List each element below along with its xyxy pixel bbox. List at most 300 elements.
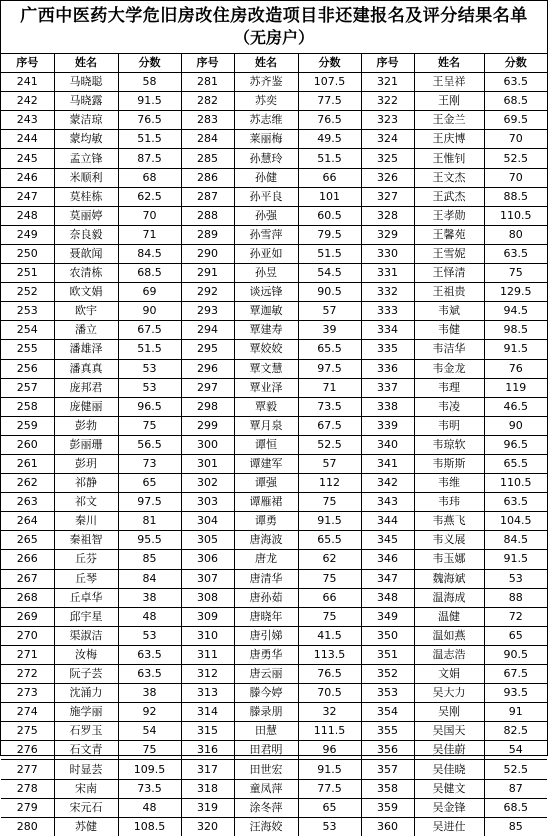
seq-cell: 289 xyxy=(181,225,234,244)
score-cell: 51.5 xyxy=(298,149,361,168)
name-cell: 王呈祥 xyxy=(414,73,484,92)
seq-cell: 322 xyxy=(361,92,414,111)
seq-cell: 256 xyxy=(1,359,54,378)
seq-cell: 356 xyxy=(361,741,414,760)
seq-cell: 287 xyxy=(181,187,234,206)
seq-cell: 292 xyxy=(181,283,234,302)
name-cell: 韦斯斯 xyxy=(414,454,484,473)
table-row xyxy=(1,111,547,130)
header-score: 分数 xyxy=(118,54,181,73)
score-cell: 88 xyxy=(484,588,547,607)
seq-cell: 251 xyxy=(1,264,54,283)
table-row xyxy=(1,397,547,416)
name-cell: 时显芸 xyxy=(54,760,118,779)
score-cell: 93.5 xyxy=(484,684,547,703)
seq-cell: 285 xyxy=(181,149,234,168)
seq-cell: 305 xyxy=(181,531,234,550)
score-cell: 75 xyxy=(298,607,361,626)
score-cell: 70 xyxy=(484,130,547,149)
seq-cell: 282 xyxy=(181,92,234,111)
name-cell: 韦凌 xyxy=(414,397,484,416)
name-cell: 潘真真 xyxy=(54,359,118,378)
seq-cell: 338 xyxy=(361,397,414,416)
table-row xyxy=(1,378,547,397)
score-cell: 110.5 xyxy=(484,206,547,225)
score-cell: 92 xyxy=(118,703,181,722)
table-row xyxy=(1,340,547,359)
seq-cell: 255 xyxy=(1,340,54,359)
score-cell: 54 xyxy=(118,722,181,741)
seq-cell: 349 xyxy=(361,607,414,626)
seq-cell: 283 xyxy=(181,111,234,130)
table-row xyxy=(1,817,547,836)
seq-cell: 243 xyxy=(1,111,54,130)
table-row xyxy=(1,665,547,684)
name-cell: 苏志维 xyxy=(234,111,298,130)
score-cell: 38 xyxy=(118,684,181,703)
seq-cell: 291 xyxy=(181,264,234,283)
seq-cell: 246 xyxy=(1,168,54,187)
table-row xyxy=(1,626,547,645)
score-cell: 63.5 xyxy=(484,244,547,263)
name-cell: 潘雄泽 xyxy=(54,340,118,359)
name-cell: 孟立锋 xyxy=(54,149,118,168)
score-cell: 54 xyxy=(484,741,547,760)
score-cell: 96 xyxy=(298,741,361,760)
seq-cell: 360 xyxy=(361,817,414,836)
name-cell: 莫丽婷 xyxy=(54,206,118,225)
name-cell: 彭丽珊 xyxy=(54,435,118,454)
seq-cell: 273 xyxy=(1,684,54,703)
score-cell: 75 xyxy=(118,416,181,435)
table-row xyxy=(1,92,547,111)
name-cell: 施学丽 xyxy=(54,703,118,722)
seq-cell: 316 xyxy=(181,741,234,760)
score-cell: 70.5 xyxy=(298,684,361,703)
table-row xyxy=(1,760,547,779)
score-cell: 111.5 xyxy=(298,722,361,741)
name-cell: 孙强 xyxy=(234,206,298,225)
score-cell: 84.5 xyxy=(118,244,181,263)
score-cell: 90 xyxy=(118,302,181,321)
seq-cell: 294 xyxy=(181,321,234,340)
table-row xyxy=(1,779,547,798)
score-cell: 68.5 xyxy=(484,798,547,817)
name-cell: 汝梅 xyxy=(54,645,118,664)
name-cell: 宋南 xyxy=(54,779,118,798)
score-cell: 68.5 xyxy=(118,264,181,283)
score-cell: 65.5 xyxy=(484,454,547,473)
name-cell: 韦健 xyxy=(414,321,484,340)
score-cell: 58 xyxy=(118,73,181,92)
seq-cell: 326 xyxy=(361,168,414,187)
score-cell: 119 xyxy=(484,378,547,397)
name-cell: 马晓聪 xyxy=(54,73,118,92)
name-cell: 王武杰 xyxy=(414,187,484,206)
table-row xyxy=(1,569,547,588)
score-cell: 73 xyxy=(118,454,181,473)
name-cell: 文娟 xyxy=(414,665,484,684)
score-cell: 53 xyxy=(118,626,181,645)
seq-cell: 317 xyxy=(181,760,234,779)
name-cell: 吴佳晓 xyxy=(414,760,484,779)
name-cell: 潘立 xyxy=(54,321,118,340)
score-cell: 63.5 xyxy=(118,665,181,684)
table-row xyxy=(1,645,547,664)
seq-cell: 271 xyxy=(1,645,54,664)
score-cell: 60.5 xyxy=(298,206,361,225)
name-cell: 苏健 xyxy=(54,817,118,836)
name-cell: 欧文娟 xyxy=(54,283,118,302)
score-cell: 91.5 xyxy=(298,512,361,531)
seq-cell: 293 xyxy=(181,302,234,321)
table-row xyxy=(1,741,547,760)
score-cell: 63.5 xyxy=(118,645,181,664)
name-cell: 谭雁裙 xyxy=(234,493,298,512)
page-subtitle: （无房户） xyxy=(233,28,314,47)
seq-cell: 344 xyxy=(361,512,414,531)
name-cell: 苏齐鉴 xyxy=(234,73,298,92)
score-cell: 82.5 xyxy=(484,722,547,741)
score-cell: 104.5 xyxy=(484,512,547,531)
header-name: 姓名 xyxy=(234,54,298,73)
score-cell: 107.5 xyxy=(298,73,361,92)
page-title: 广西中医药大学危旧房改住房改造项目非还建报名及评分结果名单 xyxy=(20,6,528,26)
seq-cell: 260 xyxy=(1,435,54,454)
seq-cell: 345 xyxy=(361,531,414,550)
name-cell: 蒙洁琼 xyxy=(54,111,118,130)
score-cell: 90 xyxy=(484,416,547,435)
name-cell: 吴国天 xyxy=(414,722,484,741)
seq-cell: 262 xyxy=(1,474,54,493)
score-cell: 98.5 xyxy=(484,321,547,340)
name-cell: 田世宏 xyxy=(234,760,298,779)
table-row xyxy=(1,435,547,454)
table-row xyxy=(1,474,547,493)
seq-cell: 265 xyxy=(1,531,54,550)
table-row xyxy=(1,302,547,321)
seq-cell: 310 xyxy=(181,626,234,645)
score-cell: 69.5 xyxy=(484,111,547,130)
table-header-row xyxy=(1,54,547,73)
seq-cell: 311 xyxy=(181,645,234,664)
score-cell: 110.5 xyxy=(484,474,547,493)
name-cell: 吴金锋 xyxy=(414,798,484,817)
name-cell: 韦玮 xyxy=(414,493,484,512)
seq-cell: 351 xyxy=(361,645,414,664)
score-cell: 88.5 xyxy=(484,187,547,206)
name-cell: 覃毅 xyxy=(234,397,298,416)
score-cell: 66 xyxy=(298,588,361,607)
name-cell: 温如燕 xyxy=(414,626,484,645)
name-cell: 秦祖智 xyxy=(54,531,118,550)
seq-cell: 269 xyxy=(1,607,54,626)
seq-cell: 353 xyxy=(361,684,414,703)
name-cell: 庞健丽 xyxy=(54,397,118,416)
seq-cell: 261 xyxy=(1,454,54,473)
table-row xyxy=(1,607,547,626)
seq-cell: 321 xyxy=(361,73,414,92)
seq-cell: 324 xyxy=(361,130,414,149)
seq-cell: 347 xyxy=(361,569,414,588)
score-cell: 91.5 xyxy=(298,760,361,779)
score-cell: 62 xyxy=(298,550,361,569)
score-cell: 94.5 xyxy=(484,302,547,321)
score-cell: 81 xyxy=(118,512,181,531)
name-cell: 田君明 xyxy=(234,741,298,760)
name-cell: 庞邦君 xyxy=(54,378,118,397)
name-cell: 田慧 xyxy=(234,722,298,741)
name-cell: 米顺利 xyxy=(54,168,118,187)
score-cell: 54.5 xyxy=(298,264,361,283)
score-cell: 91.5 xyxy=(484,550,547,569)
table-row xyxy=(1,206,547,225)
seq-cell: 297 xyxy=(181,378,234,397)
table-row xyxy=(1,454,547,473)
name-cell: 彭玥 xyxy=(54,454,118,473)
name-cell: 覃业泽 xyxy=(234,378,298,397)
name-cell: 邱宇星 xyxy=(54,607,118,626)
seq-cell: 290 xyxy=(181,244,234,263)
seq-cell: 288 xyxy=(181,206,234,225)
seq-cell: 335 xyxy=(361,340,414,359)
name-cell: 韦斌 xyxy=(414,302,484,321)
score-cell: 85 xyxy=(484,817,547,836)
seq-cell: 359 xyxy=(361,798,414,817)
score-cell: 63.5 xyxy=(484,73,547,92)
name-cell: 涂冬萍 xyxy=(234,798,298,817)
score-cell: 68 xyxy=(118,168,181,187)
name-cell: 王孝勋 xyxy=(414,206,484,225)
seq-cell: 302 xyxy=(181,474,234,493)
seq-cell: 259 xyxy=(1,416,54,435)
score-cell: 76.5 xyxy=(118,111,181,130)
seq-cell: 264 xyxy=(1,512,54,531)
name-cell: 阮子芸 xyxy=(54,665,118,684)
name-cell: 覃建寿 xyxy=(234,321,298,340)
seq-cell: 244 xyxy=(1,130,54,149)
score-cell: 62.5 xyxy=(118,187,181,206)
name-cell: 王惟钊 xyxy=(414,149,484,168)
name-cell: 农清栋 xyxy=(54,264,118,283)
name-cell: 丘琴 xyxy=(54,569,118,588)
seq-cell: 334 xyxy=(361,321,414,340)
score-cell: 79.5 xyxy=(298,225,361,244)
name-cell: 温健 xyxy=(414,607,484,626)
seq-cell: 301 xyxy=(181,454,234,473)
name-cell: 唐孙茹 xyxy=(234,588,298,607)
seq-cell: 320 xyxy=(181,817,234,836)
header-name: 姓名 xyxy=(414,54,484,73)
score-cell: 73.5 xyxy=(118,779,181,798)
seq-cell: 358 xyxy=(361,779,414,798)
score-cell: 53 xyxy=(484,569,547,588)
score-cell: 90.5 xyxy=(484,645,547,664)
name-cell: 孙健 xyxy=(234,168,298,187)
score-cell: 69 xyxy=(118,283,181,302)
seq-cell: 242 xyxy=(1,92,54,111)
name-cell: 吴大力 xyxy=(414,684,484,703)
score-cell: 75 xyxy=(298,569,361,588)
table-row xyxy=(1,531,547,550)
score-cell: 65 xyxy=(118,474,181,493)
seq-cell: 267 xyxy=(1,569,54,588)
seq-cell: 280 xyxy=(1,817,54,836)
name-cell: 韦维 xyxy=(414,474,484,493)
name-cell: 汪海姣 xyxy=(234,817,298,836)
score-cell: 76.5 xyxy=(298,111,361,130)
seq-cell: 354 xyxy=(361,703,414,722)
seq-cell: 279 xyxy=(1,798,54,817)
score-cell: 108.5 xyxy=(118,817,181,836)
name-cell: 韦琼软 xyxy=(414,435,484,454)
name-cell: 韦燕飞 xyxy=(414,512,484,531)
seq-cell: 268 xyxy=(1,588,54,607)
name-cell: 唐云丽 xyxy=(234,665,298,684)
seq-cell: 315 xyxy=(181,722,234,741)
name-cell: 韦洁华 xyxy=(414,340,484,359)
seq-cell: 266 xyxy=(1,550,54,569)
seq-cell: 272 xyxy=(1,665,54,684)
name-cell: 孙平良 xyxy=(234,187,298,206)
seq-cell: 350 xyxy=(361,626,414,645)
score-cell: 91 xyxy=(484,703,547,722)
score-cell: 68.5 xyxy=(484,92,547,111)
name-cell: 韦明 xyxy=(414,416,484,435)
score-cell: 70 xyxy=(484,168,547,187)
seq-cell: 275 xyxy=(1,722,54,741)
seq-cell: 340 xyxy=(361,435,414,454)
seq-cell: 352 xyxy=(361,665,414,684)
score-cell: 85 xyxy=(118,550,181,569)
seq-cell: 295 xyxy=(181,340,234,359)
score-cell: 77.5 xyxy=(298,92,361,111)
seq-cell: 331 xyxy=(361,264,414,283)
header-name: 姓名 xyxy=(54,54,118,73)
score-cell: 90.5 xyxy=(298,283,361,302)
seq-cell: 313 xyxy=(181,684,234,703)
name-cell: 谭勇 xyxy=(234,512,298,531)
score-cell: 129.5 xyxy=(484,283,547,302)
table-row xyxy=(1,493,547,512)
table-row xyxy=(1,321,547,340)
seq-cell: 319 xyxy=(181,798,234,817)
seq-cell: 298 xyxy=(181,397,234,416)
name-cell: 谈远锋 xyxy=(234,283,298,302)
name-cell: 王馨苑 xyxy=(414,225,484,244)
seq-cell: 276 xyxy=(1,741,54,760)
seq-cell: 357 xyxy=(361,760,414,779)
score-cell: 75 xyxy=(298,493,361,512)
name-cell: 王刚 xyxy=(414,92,484,111)
name-cell: 韦金龙 xyxy=(414,359,484,378)
score-cell: 87.5 xyxy=(118,149,181,168)
score-cell: 113.5 xyxy=(298,645,361,664)
seq-cell: 274 xyxy=(1,703,54,722)
score-cell: 84.5 xyxy=(484,531,547,550)
name-cell: 王雪妮 xyxy=(414,244,484,263)
seq-cell: 270 xyxy=(1,626,54,645)
name-cell: 唐晓年 xyxy=(234,607,298,626)
score-cell: 109.5 xyxy=(118,760,181,779)
seq-cell: 337 xyxy=(361,378,414,397)
score-cell: 112 xyxy=(298,474,361,493)
score-cell: 38 xyxy=(118,588,181,607)
score-cell: 76.5 xyxy=(298,665,361,684)
score-cell: 51.5 xyxy=(298,244,361,263)
seq-cell: 327 xyxy=(361,187,414,206)
name-cell: 王庆博 xyxy=(414,130,484,149)
header-seq: 序号 xyxy=(1,54,54,73)
score-cell: 67.5 xyxy=(118,321,181,340)
name-cell: 唐引娣 xyxy=(234,626,298,645)
table-row xyxy=(1,149,547,168)
score-cell: 53 xyxy=(298,817,361,836)
table-row xyxy=(1,588,547,607)
table-row xyxy=(1,359,547,378)
score-cell: 52.5 xyxy=(298,435,361,454)
name-cell: 石罗玉 xyxy=(54,722,118,741)
name-cell: 覃文慧 xyxy=(234,359,298,378)
seq-cell: 318 xyxy=(181,779,234,798)
table-row xyxy=(1,512,547,531)
seq-cell: 296 xyxy=(181,359,234,378)
score-cell: 76 xyxy=(484,359,547,378)
seq-cell: 258 xyxy=(1,397,54,416)
seq-cell: 309 xyxy=(181,607,234,626)
header-seq: 序号 xyxy=(361,54,414,73)
name-cell: 孙昱 xyxy=(234,264,298,283)
name-cell: 温志浩 xyxy=(414,645,484,664)
score-cell: 39 xyxy=(298,321,361,340)
name-cell: 覃姣姣 xyxy=(234,340,298,359)
score-cell: 46.5 xyxy=(484,397,547,416)
name-cell: 谭建军 xyxy=(234,454,298,473)
seq-cell: 250 xyxy=(1,244,54,263)
table-row xyxy=(1,283,547,302)
score-cell: 96.5 xyxy=(118,397,181,416)
seq-cell: 306 xyxy=(181,550,234,569)
seq-cell: 307 xyxy=(181,569,234,588)
table-row xyxy=(1,416,547,435)
seq-cell: 308 xyxy=(181,588,234,607)
results-table xyxy=(1,54,547,836)
name-cell: 吴健文 xyxy=(414,779,484,798)
score-cell: 52.5 xyxy=(484,760,547,779)
seq-cell: 248 xyxy=(1,206,54,225)
name-cell: 吴刚 xyxy=(414,703,484,722)
header-score: 分数 xyxy=(298,54,361,73)
name-cell: 孙亚如 xyxy=(234,244,298,263)
header-seq: 序号 xyxy=(181,54,234,73)
score-cell: 95.5 xyxy=(118,531,181,550)
seq-cell: 249 xyxy=(1,225,54,244)
seq-cell: 257 xyxy=(1,378,54,397)
score-cell: 71 xyxy=(298,378,361,397)
table-row xyxy=(1,684,547,703)
name-cell: 丘卓华 xyxy=(54,588,118,607)
score-cell: 49.5 xyxy=(298,130,361,149)
seq-cell: 312 xyxy=(181,665,234,684)
score-cell: 52.5 xyxy=(484,149,547,168)
seq-cell: 355 xyxy=(361,722,414,741)
table-row xyxy=(1,264,547,283)
seq-cell: 303 xyxy=(181,493,234,512)
score-cell: 67.5 xyxy=(484,665,547,684)
name-cell: 韦义展 xyxy=(414,531,484,550)
score-cell: 65.5 xyxy=(298,340,361,359)
seq-cell: 343 xyxy=(361,493,414,512)
